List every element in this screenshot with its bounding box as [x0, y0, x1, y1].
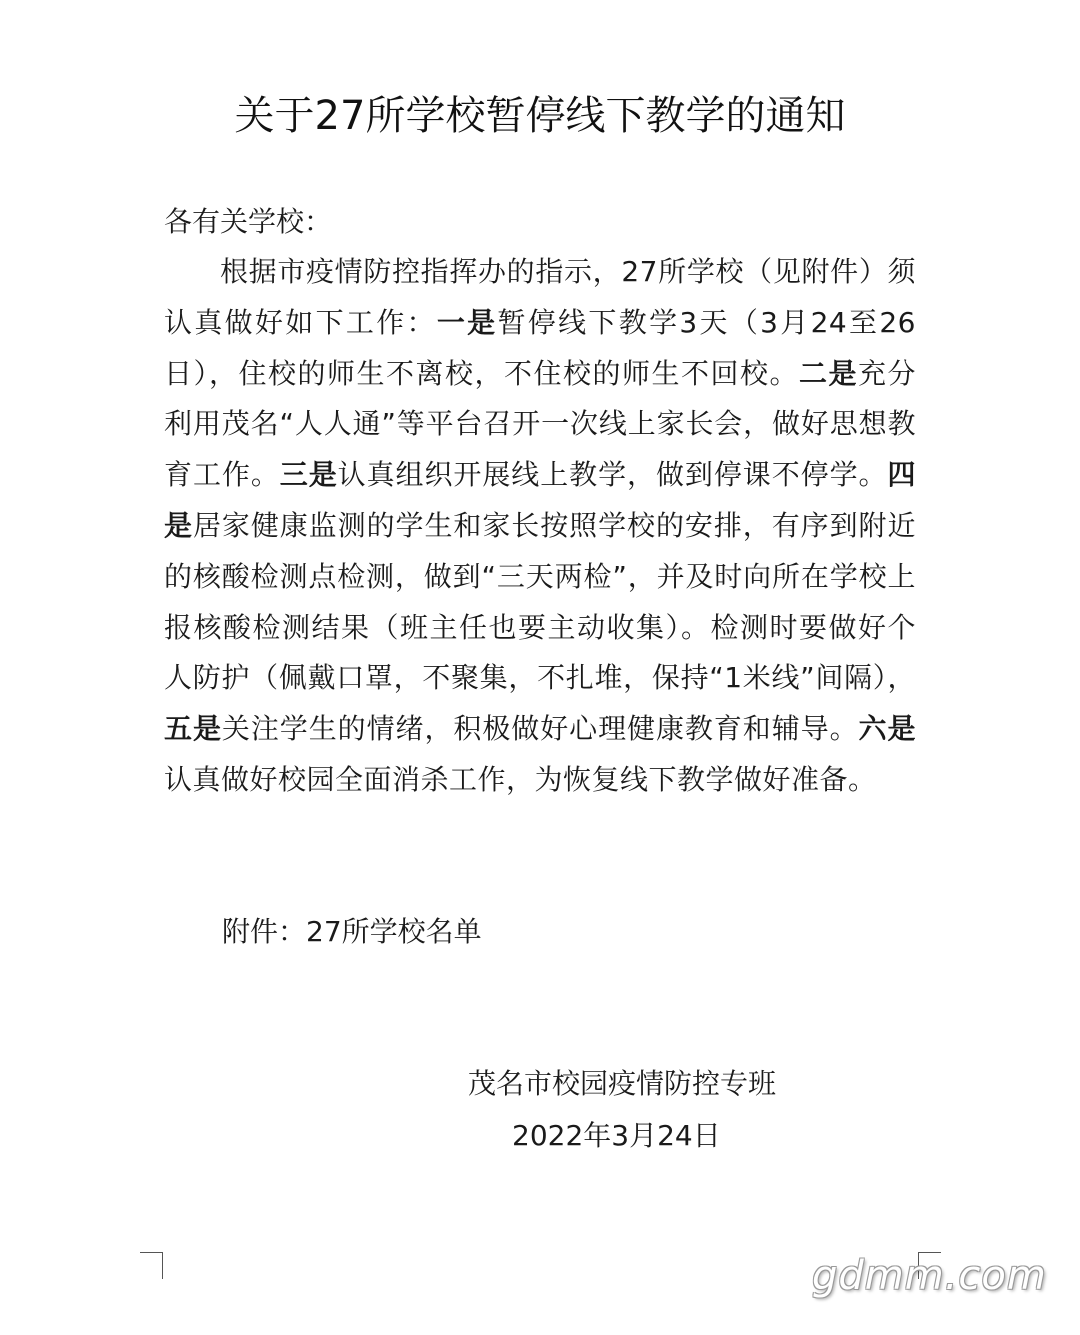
- body-segment-bold: 二是: [798, 356, 858, 390]
- body-segment-bold: 五是: [164, 712, 222, 746]
- watermark: gdmm.com: [812, 1253, 1047, 1299]
- body-segment-bold: 一是: [436, 305, 498, 339]
- body-segment: 认真组织开展线上教学，做到停课不停学。: [337, 458, 888, 492]
- body-segment: 居家健康监测的学生和家长按照学校的安排，有序到附近的核酸检测点检测，做到“三天两检”，并及时向所在学校上报核酸检测结果（班主任也要主动收集）。检测时要做好个人防护（佩戴口罩，不聚集，不扎堆，保持“1米线”间隔），: [164, 508, 916, 695]
- body-segment-bold: 三是: [279, 458, 338, 492]
- notice-body: [164, 247, 916, 806]
- crop-mark-left-icon: [140, 1252, 163, 1279]
- body-segment-bold: 四是: [164, 458, 916, 542]
- body-segment: 暂停线下教学3天（3月24至26日），住校的师生不离校，不住校的师生不回校。: [164, 305, 916, 390]
- body-segment: 充分利用茂名“人人通”等平台召开一次线上家长会，做好思想教育工作。: [164, 356, 916, 492]
- attachment-line: 附件：27所学校名单: [222, 915, 482, 948]
- body-segment: 根据市疫情防控指挥办的指示，27所学校（见附件）须认真做好如下工作：: [164, 255, 916, 339]
- signature-date: 2022年3月24日: [512, 1119, 721, 1152]
- body-segment-bold: 六是: [858, 712, 916, 746]
- salutation: 各有关学校：: [164, 205, 333, 238]
- notice-title: 关于27所学校暂停线下教学的通知: [234, 93, 846, 139]
- body-segment: 关注学生的情绪，积极做好心理健康教育和辅导。: [221, 712, 859, 746]
- signature-organization: 茂名市校园疫情防控专班: [468, 1067, 777, 1100]
- body-segment: 认真做好校园全面消杀工作，为恢复线下教学做好准备。: [164, 762, 877, 796]
